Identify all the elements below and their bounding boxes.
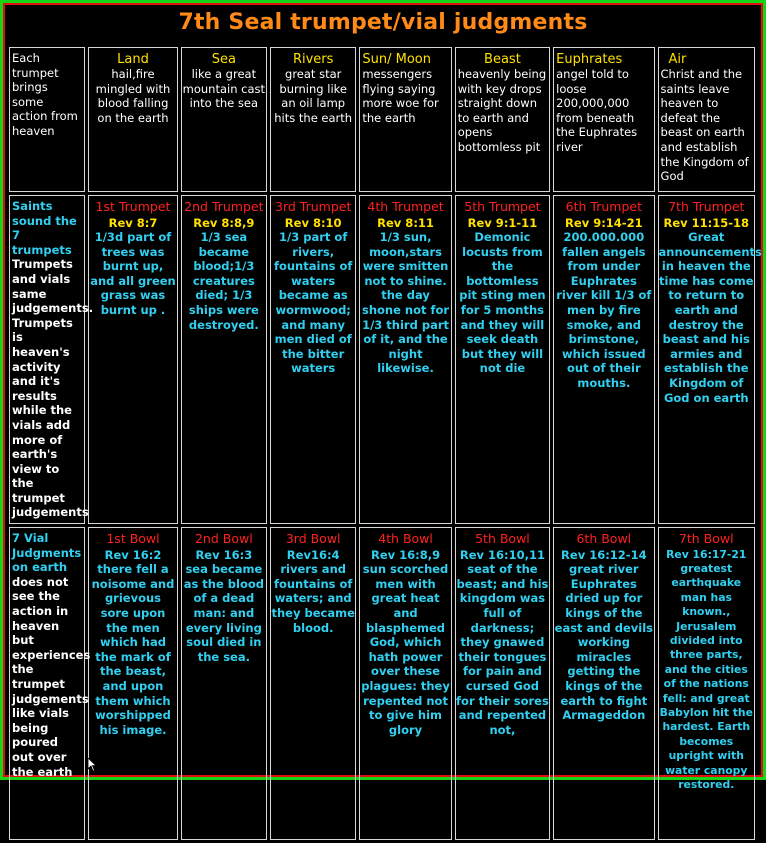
scripture-ref: Rev 9:14-21 [565, 215, 643, 230]
judgment-text: sun scorched men with great heat and blasphemed God, which hath power over these plagues: they repented not to give him glory [361, 562, 450, 737]
intro-cell [9, 47, 85, 192]
trumpet-name: 3rd Trumpet [275, 199, 352, 214]
judgment-text: 1/3d part of trees was burnt up, and all green grass was burnt up . [90, 230, 176, 318]
judgment-text: greatest earthquake man has known., Jerusalem divided into three parts, and the cities of the nations fell: and great Babylon hit the hardest. Earth becomes upright with water canopy restored. [659, 561, 753, 792]
scripture-ref: Rev 8:8,9 [193, 215, 255, 230]
trumpet-cell-2 [181, 195, 267, 524]
bowl-cell-3 [270, 527, 356, 840]
mouse-cursor-icon [88, 758, 96, 772]
scripture-ref: Rev16:4 [286, 547, 340, 562]
trumpet-cell-3 [270, 195, 356, 524]
bowl-cell-4 [359, 527, 451, 840]
trumpet-row [9, 195, 755, 524]
bowl-cell-2 [181, 527, 267, 840]
trumpet-cell-1 [88, 195, 177, 524]
trumpet-cell-6 [553, 195, 654, 524]
header-text: messengers flying saying more woe for the earth [362, 67, 439, 125]
judgment-text: 1/3 sea became blood;1/3 creatures died; 1/3 ships were destroyed. [188, 230, 259, 332]
header-text: hail,fire mingled with blood falling on the earth [95, 67, 171, 125]
scripture-ref: Rev 16:12-14 [561, 547, 647, 562]
bowl-cell-6 [553, 527, 654, 840]
header-cell-land [88, 47, 177, 192]
header-title: Air [668, 52, 687, 67]
header-title: Sea [211, 52, 236, 67]
bowl-name: 7th Bowl [678, 531, 734, 547]
bowl-row [9, 527, 755, 840]
header-text: Christ and the saints leave heaven to defeat the beast on earth and establish the Kingdom of God [660, 67, 749, 184]
header-title: Beast [484, 52, 521, 67]
bowl-cell-5 [455, 527, 550, 840]
header-cell-sun-moon [359, 47, 451, 192]
header-text: like a great mountain cast into the sea [182, 67, 266, 111]
bowl-label-b: does not see the action in heaven but experiences the trumpet judgements like vials being poured out over the earth [12, 574, 91, 779]
judgment-text: Great announcements in heaven the time has come to return to earth and destroy the beast and his armies and establish the Kingdom of God on earth [658, 230, 762, 405]
trumpet-name: 4th Trumpet [367, 199, 444, 214]
bowl-cell-7 [658, 527, 755, 840]
judgment-text: sea became as the blood of a dead man: and every living soul died in the sea. [183, 562, 264, 664]
trumpet-name: 5th Trumpet [464, 199, 541, 214]
header-title: Land [117, 52, 149, 67]
bowl-label-a: 7 Vial Judgments on earth [12, 531, 82, 575]
bowl-row-label [9, 527, 91, 840]
header-cell-euphrates [553, 47, 654, 192]
bowl-name: 4th Bowl [378, 531, 433, 547]
bowl-name: 3rd Bowl [285, 531, 341, 547]
header-title: Rivers [292, 52, 334, 67]
scripture-ref: Rev 11:15-18 [663, 215, 750, 230]
header-cell-beast [455, 47, 550, 192]
judgments-table [6, 44, 762, 843]
trumpet-name: 6th Trumpet [565, 199, 642, 214]
trumpet-label-a: Saints sound the 7 trumpets [12, 199, 77, 257]
trumpet-row-label [9, 195, 94, 524]
header-title: Sun/ Moon [362, 52, 431, 67]
judgment-text: great river Euphrates dried up for kings of the east and devils working miracles getting the kings of the earth to fight Armageddon [554, 562, 653, 723]
judgment-text: rivers and fountains of waters; and they became blood. [271, 562, 355, 635]
bowl-cell-1 [88, 527, 177, 840]
trumpet-name: 7th Trumpet [668, 199, 745, 214]
scripture-ref: Rev 16:3 [195, 547, 253, 562]
intro-text: Each trumpet brings some action from heaven [12, 51, 78, 138]
scripture-ref: Rev 8:11 [377, 215, 434, 230]
header-cell-air [658, 47, 755, 192]
header-cell-rivers [270, 47, 356, 192]
judgment-text: Demonic locusts from the bottomless pit sting men for 5 months and they will seek death but they will not die [459, 230, 546, 376]
page-title: 7th Seal trumpet/vial judgments [178, 10, 588, 35]
bowl-name: 1st Bowl [106, 531, 160, 547]
trumpet-name: 2nd Trumpet [184, 199, 264, 214]
judgment-text: 1/3 sun, moon,stars were smitten not to shine. the day shone not for 1/3 third part of it, and the night likewise. [362, 230, 450, 376]
judgment-text: 1/3 part of rivers, fountains of waters became as wormwood; and many men died of the bitter waters [273, 230, 353, 376]
scripture-ref: Rev 16:10,11 [459, 547, 545, 562]
trumpet-cell-7 [658, 195, 762, 524]
scripture-ref: Rev 16:8,9 [370, 547, 441, 562]
trumpet-label-b: Trumpets and vials same judgements. Trumpets is heaven's activity and it's results while the vials add more of earth's view to the trumpet judgements [12, 257, 94, 520]
header-row [9, 47, 755, 192]
judgment-text: seat of the beast; and his kingdom was full of darkness; they gnawed their tongues for pain and cursed God for their sores and repented not, [456, 562, 549, 737]
trumpet-name: 1st Trumpet [95, 199, 171, 214]
scripture-ref: Rev 8:7 [108, 215, 158, 230]
scripture-ref: Rev 16:17-21 [666, 547, 747, 561]
scripture-ref: Rev 9:1-11 [467, 215, 538, 230]
header-text: angel told to loose 200,000,000 from beneath the Euphrates river [556, 67, 638, 154]
header-text: great star burning like an oil lamp hits the earth [274, 67, 353, 125]
header-text: heavenly being with key drops straight down to earth and opens bottomless pit [457, 67, 547, 154]
header-title: Euphrates [556, 52, 623, 67]
bowl-name: 6th Bowl [576, 531, 632, 547]
scripture-ref: Rev 16:2 [104, 547, 162, 562]
bowl-name: 2nd Bowl [194, 531, 253, 547]
judgment-text: there fell a noisome and grievous sore upon the men which had the mark of the beast, and upon them which worshipped his image. [91, 562, 175, 737]
bowl-name: 5th Bowl [475, 531, 530, 547]
judgment-text: 200.000.000 fallen angels from under Euphrates river kill 1/3 of men by fire smoke, and brimstone, which issued out of their mouths. [556, 230, 652, 391]
scripture-ref: Rev 8:10 [284, 215, 342, 230]
header-cell-sea [181, 47, 267, 192]
trumpet-cell-5 [455, 195, 550, 524]
trumpet-cell-4 [359, 195, 451, 524]
